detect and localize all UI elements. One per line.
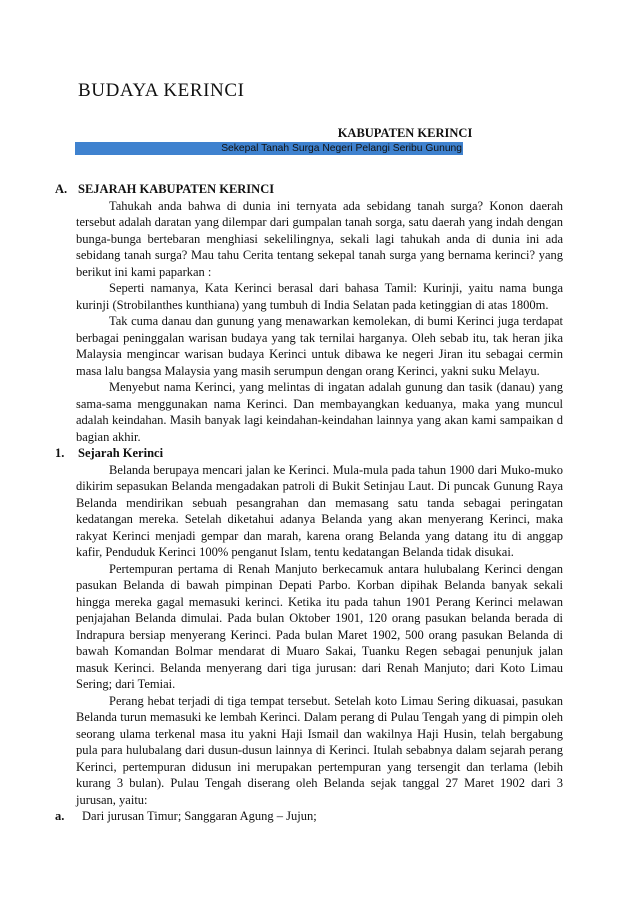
section-a-marker: A. [55,182,68,196]
section-a-paragraph: Menyebut nama Kerinci, yang melintas di ingatan adalah gunung dan tasik (danau) yang sama-sama menggunakan nama Kerinci. Dan membayangkan keduanya, maka yang muncul adalah keindahan. Masih banyak lagi keindahan-keindahan lainnya yang akan kami sampaikan d bagian akhir. [76,380,563,444]
section-1-marker: 1. [55,446,65,460]
section-1-paragraph: Perang hebat terjadi di tiga tempat tersebut. Setelah koto Limau Sering dikuasai, pasukan Belanda turun memasuki ke lembah Kerinci. Dalam perang di Pulau Tengah yang di pimpin oleh seorang ulama terkenal masa itu yakni Haji Ismail dan wakilnya Haji Husin, telah bergabung pula para hulubalang dari dusun-dusun lainnya di Kerinci. Itulah sebabnya dalam sejarah perang Kerinci, pertempuran didusun ini merupakan pertempuran yang tersengit dan terlama (lebih kurang 3 bulan). Pulau Tengah diserang oleh Belanda sejak tanggal 27 Maret 1902 dari 3 jurusan, yaitu: [76,693,563,807]
tagline-text: Sekepal Tanah Surga Negeri Pelangi Seribu Gunung [221,143,462,154]
section-a-paragraph: Tak cuma danau dan gunung yang menawarkan kemolekan, di bumi Kerinci juga terdapat berbagai peninggalan warisan budaya yang tak ternilai harganya. Oleh sebab itu, tak heran jika Malaysia mengincar warisan budaya Kerinci untuk dibawa ke negeri Jiran itu sebagai cermin masa lalu bangsa Malaysia yang masih serumpun dengan orang Kerinci, yakni suku Melayu. [76,314,563,378]
list-item-a-text: Dari jurusan Timur; Sanggaran Agung – Jujun; [82,809,317,823]
section-a-heading-text: SEJARAH KABUPATEN KERINCI [78,182,275,196]
list-item-a-marker: a. [55,809,65,823]
section-1-paragraph: Belanda berupaya mencari jalan ke Kerinci. Mula-mula pada tahun 1900 dari Muko-muko dikirim sepasukan Belanda mengadakan patroli di Bukit Setinjau Laut. Di puncak Gunung Raya Belanda mendirikan sebuah pesangrahan dan memasang satu tanda sebagai peringatan kedatangan mereka. Setelah diketahui adanya Belanda yang akan menyerang Kerinci, maka rakyat Kerinci menjadi gempar dan marah, karena orang Belanda yang datang itu di anggap kafir, Penduduk Kerinci 100% penganut Islam, tentu kedatangan Belanda tidak disukai. [76,462,563,559]
page-title: BUDAYA KERINCI [78,80,245,101]
section-a-heading [55,181,563,198]
section-a-paragraph: Seperti namanya, Kata Kerinci berasal dari bahasa Tamil: Kurinji, yaitu nama bunga kurinji (Strobilanthes kunthiana) yang tumbuh di India Selatan pada ketinggian di atas 1800m. [76,281,563,312]
list-item-a [55,808,563,825]
section-a-paragraph: Tahukah anda bahwa di dunia ini ternyata ada sebidang tanah surga? Konon daerah tersebut adalah daratan yang dilempar dari gumpalan tanah sorga, satu daerah yang indah dengan bunga-bunga bertebaran menghiasi sekelilingnya, sekali lagi tahukah anda di dunia ini ada sebidang tanah surga? Mau tahu Cerita tentang sekepal tanah surga yang bernama kerinci? yang berikut ini kami paparkan : [76,198,563,279]
section-1-heading [55,445,563,462]
tagline-banner [75,142,463,155]
section-1-paragraph: Pertempuran pertama di Renah Manjuto berkecamuk antara hulubalang Kerinci dengan pasukan Belanda di bawah pimpinan Depati Parbo. Korban dipihak Belanda banyak sekali hingga mereka gagal memasuki kerinci. Ketika itu pada tahun 1901 Perang Kerinci melawan penjajahan Belanda dimulai. Pada bulan Oktober 1901, 120 orang pasukan belanda berada di Indrapura bersiap menyerang Kerinci. Pada bulan Maret 1902, 500 orang pasukan Belanda di bawah Komandan Bolmar mendarat di Muaro Sakai, Tuanku Regen sebagai penunjuk jalan masuk Kerinci. Belanda menyerang dari tiga jurusan: dari Renah Manjuto; dari Koto Limau Sering; dari Temiai. [76,561,563,691]
document-body [55,181,563,825]
section-1-heading-text: Sejarah Kerinci [78,446,164,460]
kabupaten-title: KABUPATEN KERINCI [337,126,473,140]
